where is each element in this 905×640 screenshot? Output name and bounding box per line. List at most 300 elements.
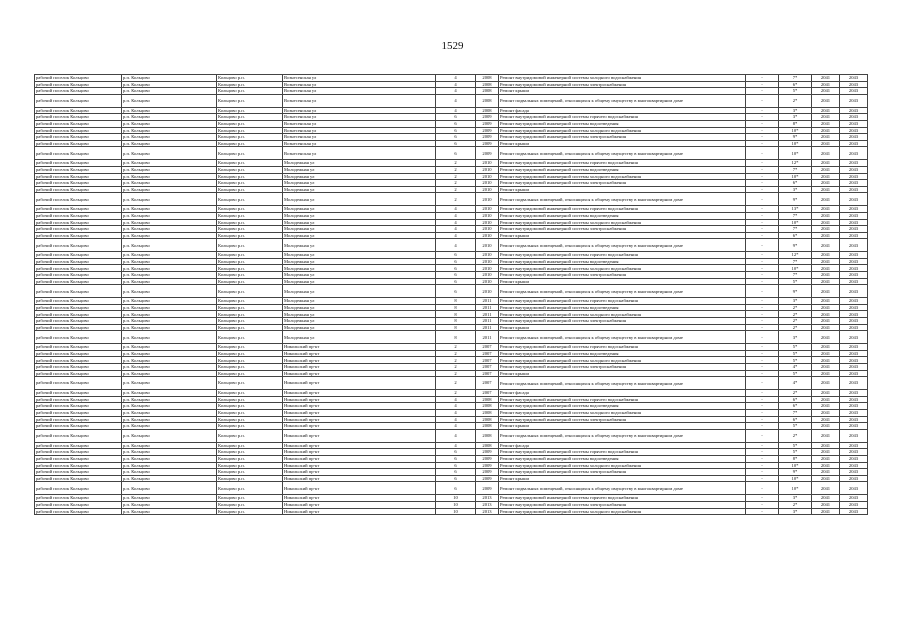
cost-cell: 2*	[779, 311, 812, 318]
year-built-cell: 2009	[476, 449, 499, 456]
settlement-cell: р.п. Кольцово	[122, 403, 217, 410]
cost-cell: 12*	[779, 160, 812, 167]
table-row	[35, 134, 868, 141]
settlement-cell: р.п. Кольцово	[122, 344, 217, 351]
table-row	[35, 364, 868, 371]
table-row	[35, 94, 868, 107]
year-from-cell: 2041	[812, 285, 840, 298]
street-cell: Молодежная ул	[283, 232, 436, 239]
street-cell: Никольский пр-кт	[283, 501, 436, 508]
year-built-cell: 2008	[476, 442, 499, 449]
year-from-cell: 2041	[812, 416, 840, 423]
dash-cell: -	[746, 298, 779, 305]
cost-cell: 5*	[779, 449, 812, 456]
table-row	[35, 449, 868, 456]
house-cell: 4	[436, 212, 476, 219]
locality-cell: Кольцово р.п.	[217, 462, 283, 469]
locality-cell: Кольцово р.п.	[217, 344, 283, 351]
settlement-cell: р.п. Кольцово	[122, 272, 217, 279]
settlement-cell: р.п. Кольцово	[122, 127, 217, 134]
table-row	[35, 475, 868, 482]
year-to-cell: 2043	[840, 258, 868, 265]
dash-cell: -	[746, 166, 779, 173]
dash-cell: -	[746, 462, 779, 469]
year-built-cell: 2010	[476, 186, 499, 193]
house-cell: 8	[436, 311, 476, 318]
house-cell: 4	[436, 396, 476, 403]
house-cell: 6	[436, 127, 476, 134]
table-row	[35, 482, 868, 495]
street-cell: Никольский пр-кт	[283, 462, 436, 469]
work-type-cell: Ремонт внутридомовой инженерной системы водоотведения	[499, 304, 746, 311]
dash-cell: -	[746, 390, 779, 397]
locality-cell: Кольцово р.п.	[217, 501, 283, 508]
house-cell: 4	[436, 94, 476, 107]
street-cell: Никольский пр-кт	[283, 423, 436, 430]
year-built-cell: 2010	[476, 193, 499, 206]
year-built-cell: 2008	[476, 107, 499, 114]
table-row	[35, 206, 868, 213]
dash-cell: -	[746, 449, 779, 456]
municipality-cell: рабочий поселок Кольцово	[35, 501, 122, 508]
dash-cell: -	[746, 81, 779, 88]
table-row	[35, 140, 868, 147]
year-to-cell: 2043	[840, 75, 868, 82]
year-from-cell: 2041	[812, 206, 840, 213]
year-built-cell: 2008	[476, 75, 499, 82]
year-to-cell: 2043	[840, 350, 868, 357]
settlement-cell: р.п. Кольцово	[122, 423, 217, 430]
street-cell: Молодежная ул	[283, 226, 436, 233]
work-type-cell: Ремонт внутридомовой инженерной системы электроснабжения	[499, 364, 746, 371]
settlement-cell: р.п. Кольцово	[122, 396, 217, 403]
work-type-cell: Ремонт внутридомовой инженерной системы горячего водоснабжения	[499, 298, 746, 305]
street-cell: Никольский пр-кт	[283, 370, 436, 377]
year-from-cell: 2041	[812, 396, 840, 403]
street-cell: Никольский пр-кт	[283, 403, 436, 410]
year-from-cell: 2041	[812, 469, 840, 476]
dash-cell: -	[746, 350, 779, 357]
table-row	[35, 396, 868, 403]
year-from-cell: 2041	[812, 193, 840, 206]
house-cell: 6	[436, 455, 476, 462]
year-to-cell: 2043	[840, 219, 868, 226]
year-from-cell: 2041	[812, 88, 840, 95]
year-built-cell: 2009	[476, 455, 499, 462]
year-to-cell: 2043	[840, 134, 868, 141]
year-built-cell: 2009	[476, 147, 499, 160]
table-row	[35, 344, 868, 351]
table-row	[35, 508, 868, 515]
work-type-cell: Ремонт внутридомовой инженерной системы электроснабжения	[499, 226, 746, 233]
settlement-cell: р.п. Кольцово	[122, 508, 217, 515]
settlement-cell: р.п. Кольцово	[122, 318, 217, 325]
work-type-cell: Ремонт подвальных помещений, относящихся к общему имуществу в многоквартирном доме	[499, 377, 746, 390]
settlement-cell: р.п. Кольцово	[122, 364, 217, 371]
dash-cell: -	[746, 475, 779, 482]
house-cell: 2	[436, 180, 476, 187]
cost-cell: 9*	[779, 239, 812, 252]
table-row	[35, 350, 868, 357]
year-to-cell: 2043	[840, 239, 868, 252]
dash-cell: -	[746, 455, 779, 462]
year-built-cell: 2008	[476, 81, 499, 88]
street-cell: Молодежная ул	[283, 252, 436, 259]
settlement-cell: р.п. Кольцово	[122, 442, 217, 449]
year-built-cell: 2010	[476, 258, 499, 265]
street-cell: Никольский пр-кт	[283, 442, 436, 449]
street-cell: Молодежная ул	[283, 173, 436, 180]
table-row	[35, 416, 868, 423]
house-cell: 8	[436, 298, 476, 305]
municipality-cell: рабочий поселок Кольцово	[35, 140, 122, 147]
year-to-cell: 2043	[840, 107, 868, 114]
table-row	[35, 278, 868, 285]
work-type-cell: Ремонт внутридомовой инженерной системы горячего водоснабжения	[499, 114, 746, 121]
cost-cell: 10*	[779, 462, 812, 469]
year-from-cell: 2041	[812, 482, 840, 495]
year-from-cell: 2041	[812, 232, 840, 239]
year-from-cell: 2041	[812, 501, 840, 508]
work-type-cell: Ремонт внутридомовой инженерной системы холодного водоснабжения	[499, 462, 746, 469]
year-from-cell: 2041	[812, 377, 840, 390]
dash-cell: -	[746, 114, 779, 121]
cost-cell: 5*	[779, 357, 812, 364]
year-built-cell: 2007	[476, 344, 499, 351]
locality-cell: Кольцово р.п.	[217, 370, 283, 377]
locality-cell: Кольцово р.п.	[217, 232, 283, 239]
municipality-cell: рабочий поселок Кольцово	[35, 166, 122, 173]
year-built-cell: 2008	[476, 88, 499, 95]
settlement-cell: р.п. Кольцово	[122, 429, 217, 442]
dash-cell: -	[746, 226, 779, 233]
table-row	[35, 469, 868, 476]
year-to-cell: 2043	[840, 364, 868, 371]
settlement-cell: р.п. Кольцово	[122, 501, 217, 508]
table-row	[35, 377, 868, 390]
table-row	[35, 81, 868, 88]
house-cell: 4	[436, 423, 476, 430]
locality-cell: Кольцово р.п.	[217, 442, 283, 449]
cost-cell: 4*	[779, 377, 812, 390]
year-built-cell: 2007	[476, 357, 499, 364]
locality-cell: Кольцово р.п.	[217, 429, 283, 442]
table-row	[35, 324, 868, 331]
dash-cell: -	[746, 324, 779, 331]
settlement-cell: р.п. Кольцово	[122, 455, 217, 462]
municipality-cell: рабочий поселок Кольцово	[35, 272, 122, 279]
cost-cell: 6*	[779, 81, 812, 88]
work-type-cell: Ремонт внутридомовой инженерной системы холодного водоснабжения	[499, 173, 746, 180]
cost-cell: 2*	[779, 324, 812, 331]
settlement-cell: р.п. Кольцово	[122, 258, 217, 265]
cost-cell: 3*	[779, 508, 812, 515]
work-type-cell: Ремонт внутридомовой инженерной системы горячего водоснабжения	[499, 449, 746, 456]
street-cell: Никольский пр-кт	[283, 396, 436, 403]
year-built-cell: 2009	[476, 120, 499, 127]
year-to-cell: 2043	[840, 370, 868, 377]
year-built-cell: 2011	[476, 324, 499, 331]
settlement-cell: р.п. Кольцово	[122, 186, 217, 193]
year-to-cell: 2043	[840, 390, 868, 397]
street-cell: Вознесенская ул	[283, 127, 436, 134]
dash-cell: -	[746, 442, 779, 449]
year-to-cell: 2043	[840, 127, 868, 134]
locality-cell: Кольцово р.п.	[217, 147, 283, 160]
year-built-cell: 2008	[476, 409, 499, 416]
municipality-cell: рабочий поселок Кольцово	[35, 212, 122, 219]
locality-cell: Кольцово р.п.	[217, 304, 283, 311]
street-cell: Никольский пр-кт	[283, 495, 436, 502]
settlement-cell: р.п. Кольцово	[122, 212, 217, 219]
year-from-cell: 2041	[812, 449, 840, 456]
work-type-cell: Ремонт внутридомовой инженерной системы холодного водоснабжения	[499, 409, 746, 416]
street-cell: Вознесенская ул	[283, 81, 436, 88]
cost-cell: 2*	[779, 304, 812, 311]
year-built-cell: 2008	[476, 416, 499, 423]
house-cell: 2	[436, 364, 476, 371]
dash-cell: -	[746, 258, 779, 265]
street-cell: Молодежная ул	[283, 304, 436, 311]
settlement-cell: р.п. Кольцово	[122, 370, 217, 377]
dash-cell: -	[746, 206, 779, 213]
settlement-cell: р.п. Кольцово	[122, 331, 217, 344]
cost-cell: 5*	[779, 278, 812, 285]
year-built-cell: 2013	[476, 501, 499, 508]
work-type-cell: Ремонт крыши	[499, 88, 746, 95]
year-built-cell: 2010	[476, 285, 499, 298]
cost-cell: 7*	[779, 212, 812, 219]
year-built-cell: 2011	[476, 304, 499, 311]
table-row	[35, 173, 868, 180]
dash-cell: -	[746, 88, 779, 95]
work-type-cell: Ремонт крыши	[499, 370, 746, 377]
municipality-cell: рабочий поселок Кольцово	[35, 403, 122, 410]
dash-cell: -	[746, 160, 779, 167]
year-to-cell: 2043	[840, 416, 868, 423]
street-cell: Молодежная ул	[283, 278, 436, 285]
year-to-cell: 2043	[840, 285, 868, 298]
cost-cell: 12*	[779, 252, 812, 259]
street-cell: Молодежная ул	[283, 219, 436, 226]
dash-cell: -	[746, 469, 779, 476]
cost-cell: 3*	[779, 331, 812, 344]
table-row	[35, 160, 868, 167]
table-row	[35, 186, 868, 193]
work-type-cell: Ремонт крыши	[499, 186, 746, 193]
house-cell: 4	[436, 107, 476, 114]
year-built-cell: 2007	[476, 364, 499, 371]
cost-cell: 7*	[779, 272, 812, 279]
dash-cell: -	[746, 396, 779, 403]
year-from-cell: 2041	[812, 423, 840, 430]
locality-cell: Кольцово р.п.	[217, 285, 283, 298]
year-from-cell: 2041	[812, 75, 840, 82]
street-cell: Молодежная ул	[283, 272, 436, 279]
municipality-cell: рабочий поселок Кольцово	[35, 495, 122, 502]
year-to-cell: 2043	[840, 147, 868, 160]
dash-cell: -	[746, 219, 779, 226]
cost-cell: 5*	[779, 350, 812, 357]
cost-cell: 13*	[779, 206, 812, 213]
street-cell: Никольский пр-кт	[283, 364, 436, 371]
house-cell: 6	[436, 475, 476, 482]
house-cell: 8	[436, 318, 476, 325]
municipality-cell: рабочий поселок Кольцово	[35, 298, 122, 305]
house-cell: 6	[436, 147, 476, 160]
cost-cell: 10*	[779, 147, 812, 160]
municipality-cell: рабочий поселок Кольцово	[35, 186, 122, 193]
settlement-cell: р.п. Кольцово	[122, 409, 217, 416]
locality-cell: Кольцово р.п.	[217, 239, 283, 252]
dash-cell: -	[746, 416, 779, 423]
locality-cell: Кольцово р.п.	[217, 508, 283, 515]
table-row	[35, 403, 868, 410]
locality-cell: Кольцово р.п.	[217, 455, 283, 462]
work-type-cell: Ремонт подвальных помещений, относящихся к общему имуществу в многоквартирном доме	[499, 285, 746, 298]
cost-cell: 6*	[779, 403, 812, 410]
cost-cell: 2*	[779, 429, 812, 442]
table-row	[35, 88, 868, 95]
dash-cell: -	[746, 409, 779, 416]
year-to-cell: 2043	[840, 160, 868, 167]
house-cell: 4	[436, 88, 476, 95]
work-type-cell: Ремонт внутридомовой инженерной системы электроснабжения	[499, 272, 746, 279]
house-cell: 6	[436, 252, 476, 259]
settlement-cell: р.п. Кольцово	[122, 304, 217, 311]
street-cell: Молодежная ул	[283, 212, 436, 219]
work-type-cell: Ремонт внутридомовой инженерной системы электроснабжения	[499, 318, 746, 325]
year-to-cell: 2043	[840, 331, 868, 344]
page-number: 1529	[441, 40, 464, 52]
cost-cell: 2*	[779, 318, 812, 325]
settlement-cell: р.п. Кольцово	[122, 120, 217, 127]
locality-cell: Кольцово р.п.	[217, 423, 283, 430]
cost-cell: 3*	[779, 495, 812, 502]
work-type-cell: Ремонт внутридомовой инженерной системы электроснабжения	[499, 134, 746, 141]
year-to-cell: 2043	[840, 278, 868, 285]
settlement-cell: р.п. Кольцово	[122, 278, 217, 285]
street-cell: Молодежная ул	[283, 265, 436, 272]
work-type-cell: Ремонт внутридомовой инженерной системы холодного водоснабжения	[499, 508, 746, 515]
year-to-cell: 2043	[840, 265, 868, 272]
year-from-cell: 2041	[812, 462, 840, 469]
work-type-cell: Ремонт крыши	[499, 324, 746, 331]
dash-cell: -	[746, 232, 779, 239]
dash-cell: -	[746, 331, 779, 344]
year-built-cell: 2011	[476, 311, 499, 318]
year-built-cell: 2009	[476, 127, 499, 134]
table-row	[35, 252, 868, 259]
dash-cell: -	[746, 429, 779, 442]
work-type-cell: Ремонт внутридомовой инженерной системы водоотведения	[499, 455, 746, 462]
table-row	[35, 232, 868, 239]
municipality-cell: рабочий поселок Кольцово	[35, 357, 122, 364]
work-type-cell: Ремонт фасада	[499, 390, 746, 397]
year-to-cell: 2043	[840, 311, 868, 318]
table-row	[35, 357, 868, 364]
house-cell: 10	[436, 501, 476, 508]
cost-cell: 10*	[779, 475, 812, 482]
year-to-cell: 2043	[840, 318, 868, 325]
year-built-cell: 2010	[476, 160, 499, 167]
street-cell: Вознесенская ул	[283, 120, 436, 127]
cost-cell: 5*	[779, 370, 812, 377]
year-built-cell: 2011	[476, 318, 499, 325]
municipality-cell: рабочий поселок Кольцово	[35, 416, 122, 423]
work-type-cell: Ремонт крыши	[499, 278, 746, 285]
year-to-cell: 2043	[840, 94, 868, 107]
municipality-cell: рабочий поселок Кольцово	[35, 252, 122, 259]
year-to-cell: 2043	[840, 462, 868, 469]
locality-cell: Кольцово р.п.	[217, 357, 283, 364]
street-cell: Никольский пр-кт	[283, 350, 436, 357]
work-type-cell: Ремонт внутридомовой инженерной системы водоотведения	[499, 403, 746, 410]
year-from-cell: 2041	[812, 160, 840, 167]
dash-cell: -	[746, 370, 779, 377]
settlement-cell: р.п. Кольцово	[122, 140, 217, 147]
locality-cell: Кольцово р.п.	[217, 160, 283, 167]
locality-cell: Кольцово р.п.	[217, 409, 283, 416]
dash-cell: -	[746, 311, 779, 318]
locality-cell: Кольцово р.п.	[217, 226, 283, 233]
year-to-cell: 2043	[840, 212, 868, 219]
work-type-cell: Ремонт внутридомовой инженерной системы водоотведения	[499, 350, 746, 357]
year-to-cell: 2043	[840, 166, 868, 173]
settlement-cell: р.п. Кольцово	[122, 94, 217, 107]
house-cell: 6	[436, 265, 476, 272]
house-cell: 8	[436, 324, 476, 331]
dash-cell: -	[746, 107, 779, 114]
street-cell: Никольский пр-кт	[283, 390, 436, 397]
table-row	[35, 166, 868, 173]
year-built-cell: 2008	[476, 94, 499, 107]
settlement-cell: р.п. Кольцово	[122, 377, 217, 390]
municipality-cell: рабочий поселок Кольцово	[35, 475, 122, 482]
locality-cell: Кольцово р.п.	[217, 324, 283, 331]
municipality-cell: рабочий поселок Кольцово	[35, 232, 122, 239]
work-type-cell: Ремонт внутридомовой инженерной системы электроснабжения	[499, 501, 746, 508]
work-type-cell: Ремонт крыши	[499, 232, 746, 239]
year-to-cell: 2043	[840, 114, 868, 121]
cost-cell: 7*	[779, 409, 812, 416]
municipality-cell: рабочий поселок Кольцово	[35, 423, 122, 430]
dash-cell: -	[746, 239, 779, 252]
street-cell: Вознесенская ул	[283, 88, 436, 95]
locality-cell: Кольцово р.п.	[217, 114, 283, 121]
year-from-cell: 2041	[812, 272, 840, 279]
municipality-cell: рабочий поселок Кольцово	[35, 482, 122, 495]
work-type-cell: Ремонт внутридомовой инженерной системы горячего водоснабжения	[499, 495, 746, 502]
cost-cell: 9*	[779, 193, 812, 206]
cost-cell: 9*	[779, 134, 812, 141]
year-from-cell: 2041	[812, 475, 840, 482]
locality-cell: Кольцово р.п.	[217, 180, 283, 187]
year-from-cell: 2041	[812, 81, 840, 88]
year-to-cell: 2043	[840, 508, 868, 515]
year-to-cell: 2043	[840, 442, 868, 449]
locality-cell: Кольцово р.п.	[217, 396, 283, 403]
year-from-cell: 2041	[812, 508, 840, 515]
settlement-cell: р.п. Кольцово	[122, 475, 217, 482]
house-cell: 4	[436, 442, 476, 449]
year-from-cell: 2041	[812, 239, 840, 252]
table-row	[35, 107, 868, 114]
street-cell: Никольский пр-кт	[283, 508, 436, 515]
municipality-cell: рабочий поселок Кольцово	[35, 134, 122, 141]
work-type-cell: Ремонт внутридомовой инженерной системы электроснабжения	[499, 180, 746, 187]
cost-cell: 5*	[779, 442, 812, 449]
